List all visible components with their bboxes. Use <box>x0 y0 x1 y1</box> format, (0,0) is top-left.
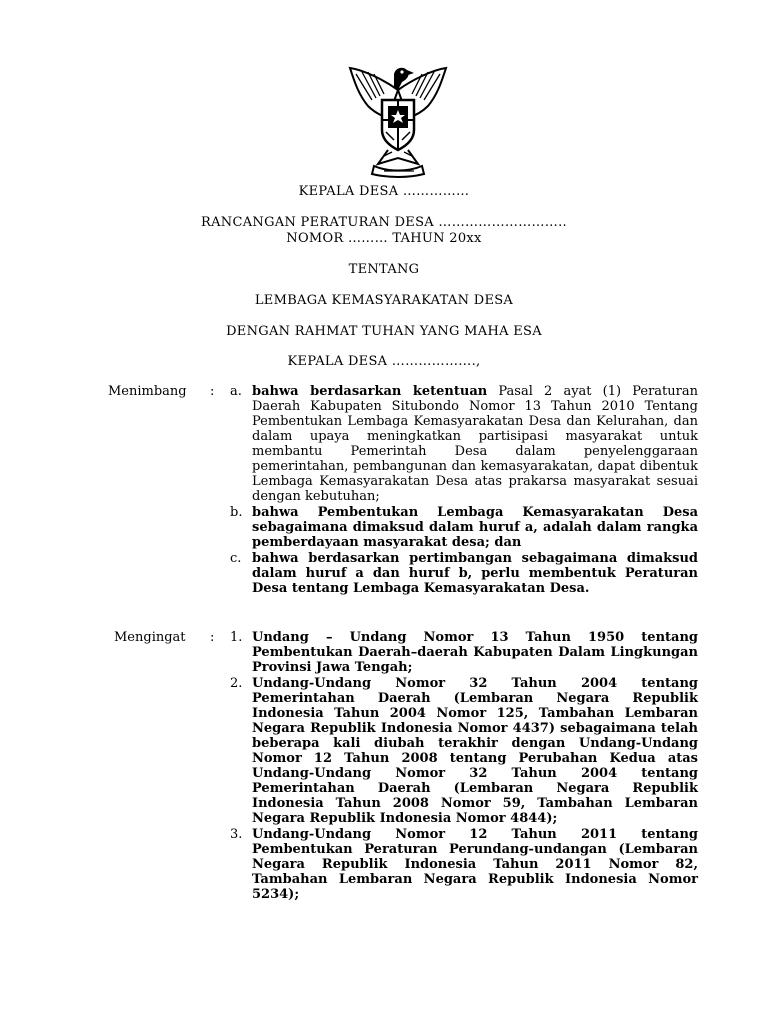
tentang-heading: TENTANG <box>348 262 420 277</box>
list-item <box>230 676 698 826</box>
list-item <box>230 827 698 902</box>
item-bold-text: bahwa Pembentukan Lembaga Kemasyarakatan Desa sebagaimana dimaksud dalam huruf a, adalah dalam rangka pemberdayaan masyarakat desa; dan <box>252 505 698 550</box>
list-item <box>230 551 698 596</box>
mengingat-list <box>230 630 698 903</box>
menimbang-label: Menimbang <box>108 384 187 399</box>
item-bold-text: Undang – Undang Nomor 13 Tahun 1950 tentang Pembentukan Daerah–daerah Kabupaten Dalam Lingkungan Provinsi Jawa Tengah; <box>252 630 698 675</box>
rahmat-heading: DENGAN RAHMAT TUHAN YANG MAHA ESA <box>226 324 542 339</box>
menimbang-colon: : <box>210 384 215 399</box>
rancangan-title: RANCANGAN PERATURAN DESA ……………………….. <box>201 215 567 230</box>
list-item <box>230 505 698 550</box>
mengingat-label: Mengingat <box>114 630 186 645</box>
item-bold-text: Undang-Undang Nomor 12 Tahun 2011 tentang Pembentukan Peraturan Perundang-undangan (Lembaran Negara Republik Indonesia Tahun 2011 Nomor 82, Tambahan Lembaran Negara Republik Indonesia Nomor 5234); <box>252 827 698 902</box>
list-item <box>230 384 698 504</box>
item-marker: 2. <box>230 676 243 691</box>
mengingat-colon: : <box>210 630 215 645</box>
item-marker: a. <box>230 384 242 399</box>
item-marker: 1. <box>230 630 243 645</box>
item-marker: b. <box>230 505 243 520</box>
nomor-line: NOMOR ……… TAHUN 20xx <box>286 231 482 246</box>
item-bold-text: bahwa berdasarkan ketentuan <box>252 384 488 399</box>
kepala-desa-signature-line: KEPALA DESA ………………., <box>287 354 481 369</box>
item-bold-text: bahwa berdasarkan pertimbangan sebagaimana dimaksud dalam huruf a dan huruf b, perlu membentuk Peraturan Desa tentang Lembaga Kemasyarakatan Desa. <box>252 551 698 596</box>
kepala-desa-heading: KEPALA DESA …………… <box>298 184 470 199</box>
menimbang-list <box>230 384 698 597</box>
garuda-emblem-icon <box>344 60 452 180</box>
list-item <box>230 630 698 675</box>
judul-heading: LEMBAGA KEMASYARAKATAN DESA <box>254 293 514 308</box>
item-marker: 3. <box>230 827 243 842</box>
item-text: Pasal 2 ayat (1) Peraturan Daerah Kabupaten Situbondo Nomor 13 Tahun 2010 Tentang Pembentukan Lembaga Kemasyarakatan Desa dan Kelurahan, dan dalam upaya meningkatkan partisipasi masyarakat untuk membantu Pemerintah Desa dalam penyelenggaraan pemerintahan, pembangunan dan kemasyarakatan, dapat dibentuk Lembaga Kemasyarakatan Desa atas prakarsa masyarakat sesuai dengan kebutuhan; <box>252 384 698 504</box>
item-bold-text: Undang-Undang Nomor 32 Tahun 2004 tentang Pemerintahan Daerah (Lembaran Negara Republik Indonesia Tahun 2004 Nomor 125, Tambahan Lembaran Negara Republik Indonesia Nomor 4437) sebagaimana telah beberapa kali diubah terakhir dengan Undang-Undang Nomor 12 Tahun 2008 tentang Perubahan Kedua atas Undang-Undang Nomor 32 Tahun 2004 tentang Pemerintahan Daerah (Lembaran Negara Republik Indonesia Tahun 2008 Nomor 59, Tambahan Lembaran Negara Republik Indonesia Nomor 4844); <box>252 676 698 826</box>
item-marker: c. <box>230 551 242 566</box>
